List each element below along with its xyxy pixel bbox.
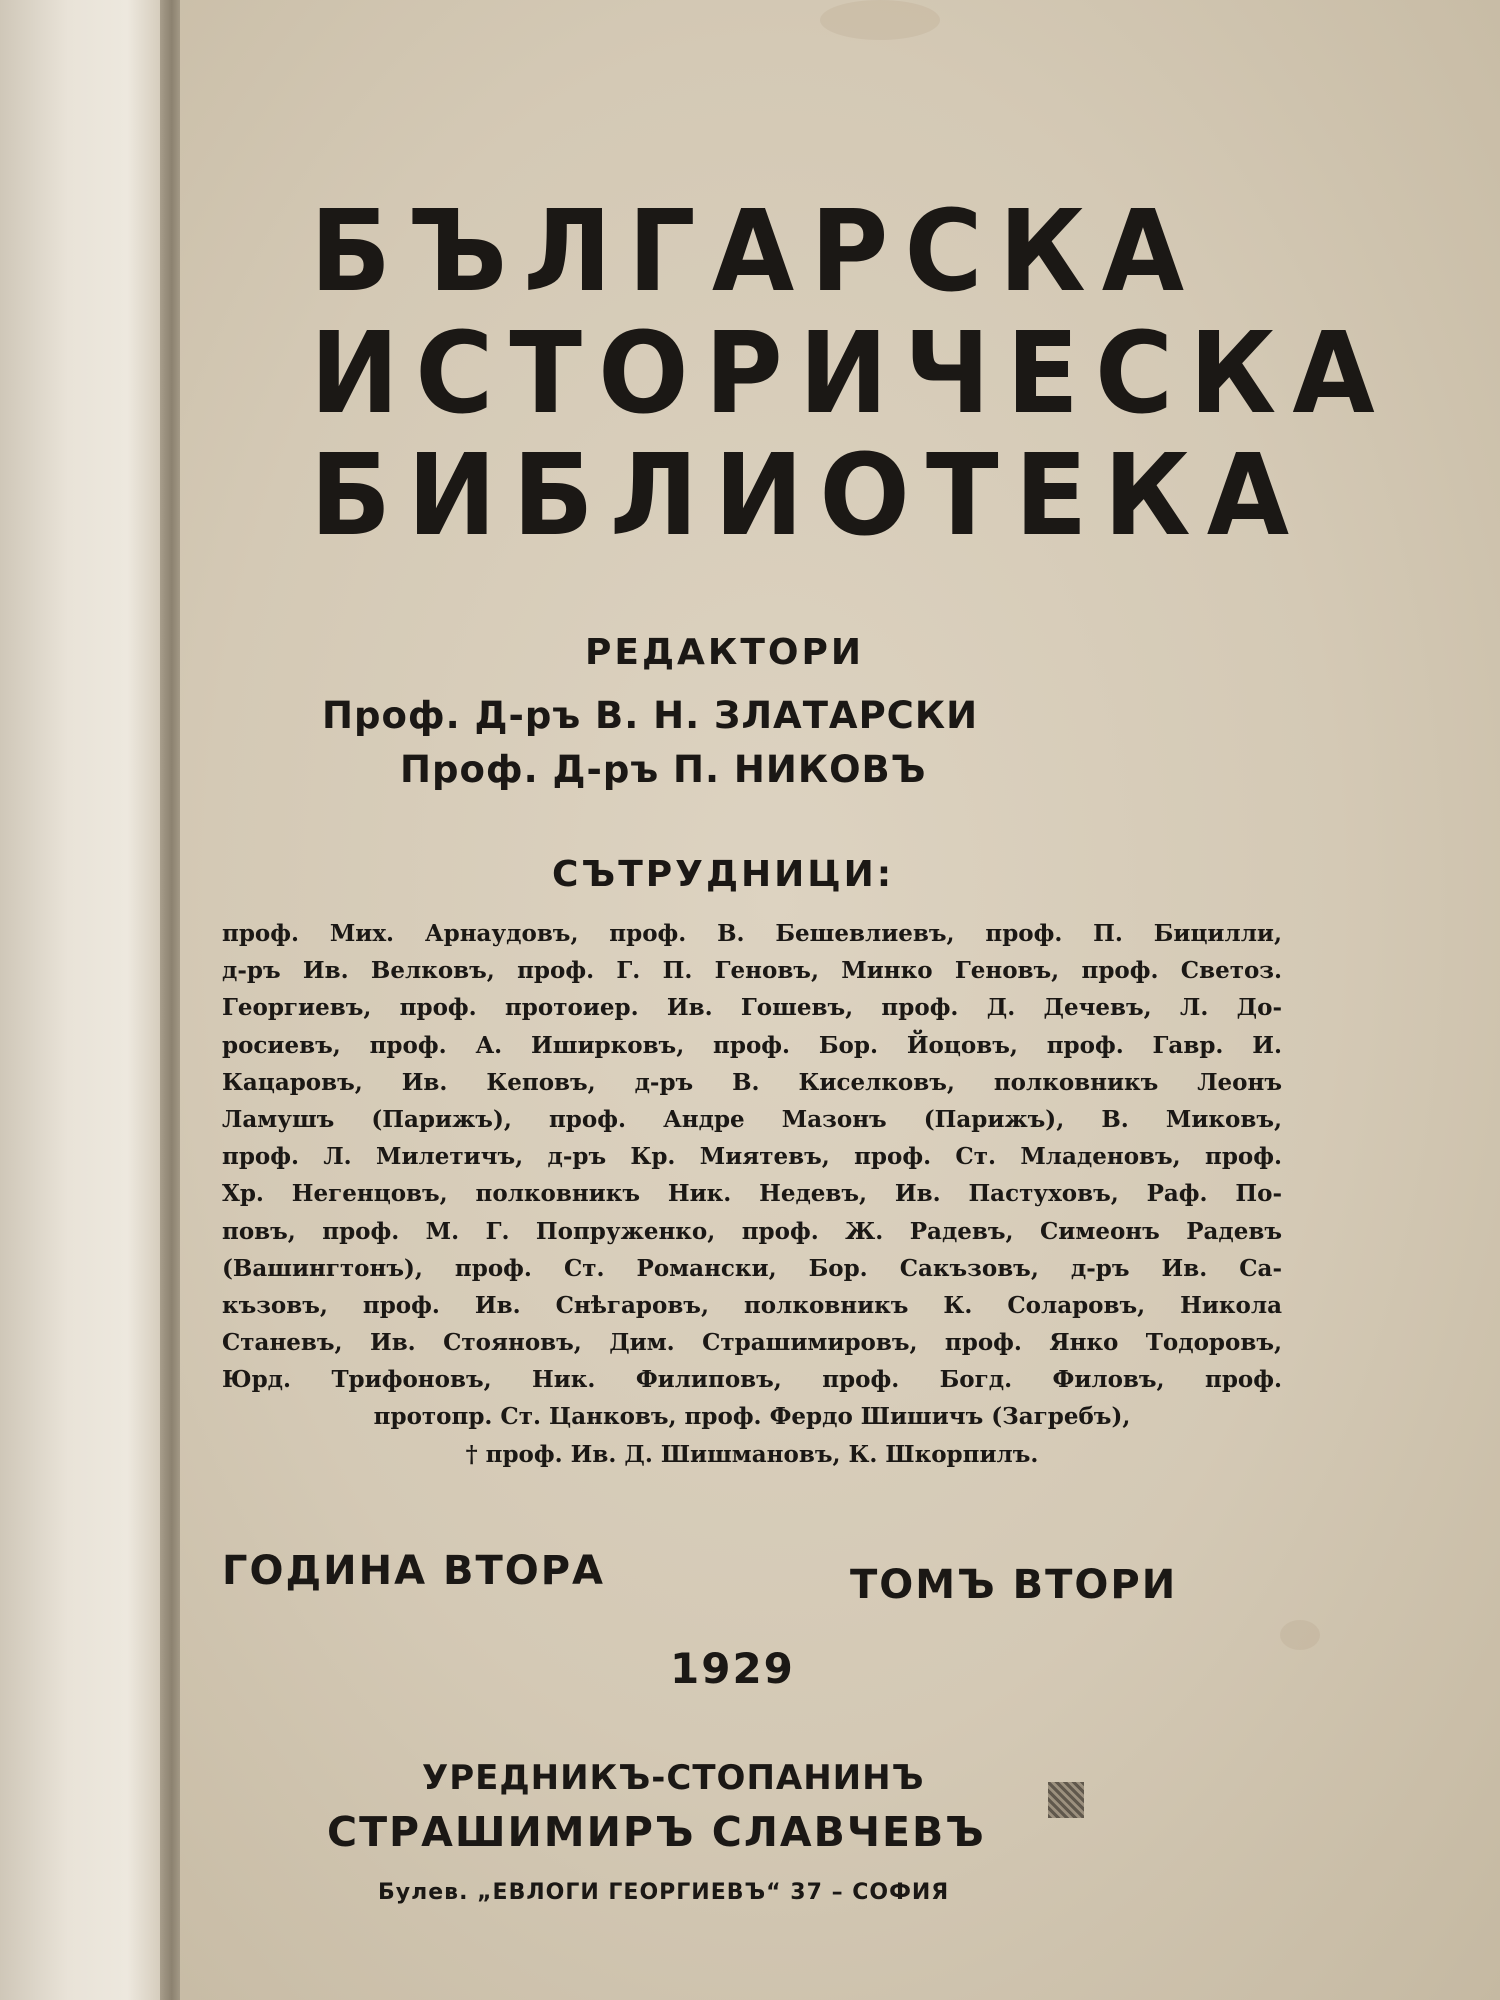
contributor-line: къзовъ, проф. Ив. Снѣгаровъ, полковникъ К. Соларовъ, Никола: [222, 1291, 1282, 1319]
editors-heading: РЕДАКТОРИ: [585, 632, 864, 673]
title-line-1: БЪЛГАРСКА: [310, 187, 1201, 317]
contributor-line: проф. Мих. Арнаудовъ, проф. В. Бешевлиевъ, проф. П. Бицилли,: [222, 920, 1282, 947]
title-line-2: ИСТОРИЧЕСКА: [310, 309, 1391, 439]
editor-name-2: Проф. Д-ръ П. НИКОВЪ: [400, 748, 927, 791]
contributor-line: Станевъ, Ив. Стояновъ, Дим. Страшимировъ, проф. Янко Тодоровъ,: [222, 1329, 1282, 1357]
paper-stain: [1280, 1620, 1320, 1650]
publisher-name: СТРАШИМИРЪ СЛАВЧЕВЪ: [327, 1808, 986, 1856]
year-label: ГОДИНА ВТОРА: [222, 1548, 606, 1594]
contributor-line: Хр. Негенцовъ, полковникъ Ник. Недевъ, Ив. Пастуховъ, Раф. По-: [222, 1180, 1282, 1208]
contributor-line: Кацаровъ, Ив. Кеповъ, д-ръ В. Киселковъ, полковникъ Леонъ: [222, 1068, 1282, 1096]
contributor-line: Георгиевъ, проф. протоиер. Ив. Гошевъ, проф. Д. Дечевъ, Л. До-: [222, 994, 1282, 1022]
left-page-edge: [0, 0, 170, 2000]
editor-name-1: Проф. Д-ръ В. Н. ЗЛАТАРСКИ: [322, 694, 979, 737]
tome-label: ТОМЪ ВТОРИ: [850, 1562, 1178, 1608]
small-stamp-icon: [1048, 1782, 1084, 1818]
paper-stain: [820, 0, 940, 40]
contributor-line: Ламушъ (Парижъ), проф. Андре Мазонъ (Парижъ), В. Миковъ,: [222, 1105, 1282, 1133]
contributor-line: проф. Л. Милетичъ, д-ръ Кр. Миятевъ, проф. Ст. Младеновъ, проф.: [222, 1143, 1282, 1171]
contributor-line: протопр. Ст. Цанковъ, проф. Фердо Шишичъ (Загребъ),: [373, 1403, 1131, 1431]
publication-year: 1929: [670, 1644, 795, 1693]
contributor-line: (Вашингтонъ), проф. Ст. Романски, Бор. Сакъзовъ, д-ръ Ив. Са-: [222, 1254, 1282, 1282]
contributor-line: † проф. Ив. Д. Шишмановъ, К. Шкорпилъ.: [465, 1440, 1039, 1468]
contributor-line: д-ръ Ив. Велковъ, проф. Г. П. Геновъ, Минко Геновъ, проф. Светоз.: [222, 957, 1282, 985]
contributor-line: повъ, проф. М. Г. Попруженко, проф. Ж. Радевъ, Симеонъ Радевъ: [222, 1217, 1282, 1245]
contributor-line: Юрд. Трифоновъ, Ник. Филиповъ, проф. Богд. Филовъ, проф.: [222, 1366, 1282, 1394]
contributors-heading: СЪТРУДНИЦИ:: [552, 854, 895, 895]
title-line-3: БИБЛИОТЕКА: [310, 431, 1306, 561]
contributors-list: [222, 915, 1282, 1473]
publisher-role: УРЕДНИКЪ-СТОПАНИНЪ: [422, 1758, 925, 1798]
publisher-address: Булев. „ЕВЛОГИ ГЕОРГИЕВЪ“ 37 – СОФИЯ: [378, 1880, 950, 1905]
contributor-line: росиевъ, проф. А. Иширковъ, проф. Бор. Йоцовъ, проф. Гавр. И.: [222, 1031, 1282, 1059]
